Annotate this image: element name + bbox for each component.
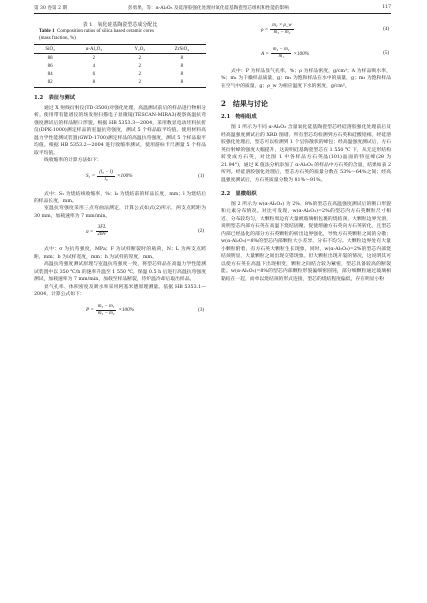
table1-caption-en — [39, 29, 206, 42]
paragraph: 式中：S₁ 为烧结线收缩率，%；l₀ 为烧结前的样品长度，mm；l 为烧结后的样品长度，mm。 — [34, 191, 206, 205]
section-heading-2: 2 结果与讨论 — [221, 99, 268, 109]
equation-body — [86, 304, 134, 317]
header-rule — [34, 13, 391, 14]
equation-number: (3) — [198, 307, 204, 313]
table-cell: 2 — [138, 63, 141, 69]
equation-fraction — [95, 225, 108, 238]
table-header-row — [34, 45, 206, 54]
journal-volume: 第 30 卷第 2 期 — [34, 6, 67, 11]
paragraph: 图 2 所示为 w(α-Al₂O₃) 为 2%、8%的型芯在高温强度测试后的断口形貌和元素分布情况。对比可发现，w(α-Al₂O₃)=2%的型芯内方石英颗粒尺寸相近、分布较均匀，大颗粒周边有大量被玻璃相包裹的烧结颈，大颗粒边界光滑，说明型芯内部方石英在高温下烧结固聚，促使熔融方石英向方石英转化，且型芯内部已经晶化的部分方石英颗粒的析出边界强化，导致方石英颗粒之间的分散；w(α-Al₂O₃)=8%的型芯内部颗粒大小差异、分布不均匀。大颗粒边界处有大量小颗粒附着，有方石英大颗粒生长现象，同时，w(α-Al₂O₃)=2%的型芯内部烧结颈明显，大量颗粒之间出现交错现象。但大颗粒出现开裂的情况，这说明其可以使方石英在高温下出现相变，颗粒之间结合较为紧密，型芯具备较高的断裂能。w(α-Al₂O₃)=8%的型芯内部颗粒形貌偏细密圆钝，部分细颗粒通过玻璃相黏结在一起，而单以烧结颈的形式连接，型芯的烧结程度偏低，存在明显小粉 — [221, 201, 391, 282]
left-column — [34, 18, 206, 325]
equation-tail: ×100% — [118, 307, 135, 314]
equation-number: (1) — [198, 173, 204, 179]
paragraph: 室温抗弯强度采用三点弯曲法测定，计算公式如式(2)所示，两支点跨距为 30 mm，加载速率为 7 mm/min。 — [34, 206, 206, 219]
table-header-cell: Y₂O₃ — [122, 45, 158, 54]
table1-caption-en-text: Composition ratios of silica based ceramic cores (mass fraction, %) — [39, 29, 154, 41]
fraction-denominator: m₃ − m₂ — [273, 30, 291, 35]
table-cell: 8 — [158, 79, 206, 88]
paragraph: 图 1 所示为不同 α-Al₂O₃ 含量氧化硅基陶瓷型芯经硅溶胶强化处理前后及经高温强度测试后的 XRD 图谱。所有型芯均检测到方石英和硅酸锆相。经硅溶胶强化处理后，型芯可以检测到 1 个呈弥散状的峰包；经高温强度测试后，方石英衍射峰的强度大幅提升，这说明硅基陶瓷型芯在 1 550 ℃ 下，从无定形结构转变成方石英，对比图 1 中各样品方石英晶(101)晶面的特征峰(2θ 为 21.94°)，通过 K 值法分析添加了 α-Al₂O₃ 的样品中方石英的含量，结果如表 2 所列。经硅溶胶强化处理后，型芯方石英的质量分数在 53%～64%之间；经高温强度测试后，方石英质量分数为 81%～91%。 — [221, 125, 391, 183]
table1-caption-cn: 表 1 氧化硅基陶瓷型芯成分配比 — [82, 22, 158, 28]
equation-4 — [221, 20, 391, 42]
equation-number: (5) — [383, 51, 389, 56]
fraction-numerator: 3FL — [97, 225, 107, 231]
section-heading-1-2: 1.2 表征与测试 — [34, 94, 75, 101]
table-row — [34, 71, 206, 79]
equation-lhs: S₁ = — [86, 173, 96, 180]
fraction-denominator: m₃ − m₂ — [97, 310, 115, 316]
equation-2 — [34, 222, 206, 244]
section-heading-2-2: 2.2 显微组织 — [221, 190, 257, 197]
fraction-numerator: (l₀ − l) — [99, 169, 113, 175]
equation-fraction — [97, 170, 115, 183]
table-cell: 2 — [92, 55, 96, 61]
table-cell: 6 — [92, 72, 96, 78]
fraction-denominator: l₀ — [104, 176, 108, 182]
table-header-cell: SiO₂ — [34, 45, 66, 54]
table-cell: 8 — [66, 79, 121, 88]
right-column — [221, 18, 391, 283]
equation-1 — [34, 167, 206, 189]
equation-3 — [34, 301, 206, 323]
fraction-numerator: m₃ − m₁ — [97, 303, 115, 309]
page-number: 117 — [382, 5, 391, 10]
equation-body — [86, 225, 108, 238]
equation-body — [86, 170, 133, 183]
table-row — [34, 62, 206, 70]
paragraph: 显气孔率、体积密度及吸水率采用阿基米德原理测量。依据 HB 5353.1—2004，计算公式如下： — [34, 284, 206, 298]
paragraph: 通过 X 射线衍射仪(TD-3500)对强化处理、高温测试前后的样品进行物相分析。使用带有能谱仪的场发射扫描电子显微镜(TESCAN-MIRA3)观察高温抗弯强度测试后的样品断口形貌。根据 HB 5353.3—2004，采用数显电动坯料抗折仪(DPK-1000)测定样品的室温抗弯强度，测试 5 个样品取平均值。使用材料高温力学性能测试装置(GWD-1700)测定样品的高温抗弯强度，测试 5 个样品取平均值。根据 HB 5353.2—2004 进行收缩率测试，使用游标卡尺测量 5 个样品取平均值。 — [34, 105, 206, 156]
table1-label: Table 1 — [39, 29, 55, 34]
fraction-numerator: m₃ − m₁ — [272, 47, 290, 52]
table-header-cell: α-Al₂O₃ — [66, 45, 121, 54]
equation-lhs: σ = — [86, 228, 94, 235]
table-row — [34, 79, 206, 88]
paragraph: 式中：P 为样品显气孔率，%；ρ 为样品密度，g/cm³；A 为样品吸水率，%；m₁ 为干燥样品质量，g；m₂ 为饱和样品在水中的质量，g；m₃ 为饱和样品在空气中的质量，g；ρ_w 为相应温度下水的密度，g/cm³。 — [221, 69, 391, 89]
section-heading-2-1: 2.1 物相组成 — [221, 114, 257, 121]
running-title: 彭勇果，等：α-Al₂O₃ 及硅溶胶强化处理对氧化硅基陶瓷型芯组织和性能的影响 — [128, 6, 289, 11]
table-row — [34, 54, 206, 63]
paragraph: 式中：σ 为抗弯强度，MPa；F 为试样断裂时的载荷，N；L 为两支点跨距，mm；b 为试样宽度，mm；h 为试样的厚度，mm。 — [34, 247, 206, 260]
equation-5 — [221, 44, 391, 66]
table-cell: 84 — [47, 72, 53, 78]
equation-number: (2) — [198, 229, 204, 235]
equation-body — [261, 23, 294, 36]
equation-lhs: ρ = — [261, 26, 269, 33]
paragraph: 线收缩率的计算方法如下： — [44, 158, 102, 164]
fraction-numerator: m₁ × ρ_w — [272, 23, 292, 28]
table-cell: 86 — [47, 63, 53, 69]
table-cell: 2 — [122, 79, 158, 88]
equation-lhs: P = — [86, 307, 94, 314]
table-cell: 8 — [180, 63, 184, 69]
table-cell: 4 — [92, 63, 96, 69]
equation-body — [261, 47, 309, 60]
table-cell: 82 — [34, 79, 66, 88]
table-cell: 8 — [180, 55, 184, 61]
table-cell: 2 — [138, 55, 141, 61]
table-header-cell: ZrSiO₄ — [158, 45, 206, 54]
fraction-denominator: m₁ — [278, 54, 284, 59]
equation-fraction — [271, 47, 292, 60]
equation-tail: ×100% — [293, 50, 310, 57]
equation-fraction — [96, 304, 117, 317]
fraction-denominator: 2bh² — [97, 232, 107, 238]
table-cell: 8 — [180, 72, 184, 78]
composition-table — [34, 44, 206, 88]
paragraph: 高温抗弯强度测试原理与室温抗弯强度一致，将型芯样品在高温力学性能测试装置中以 350 ℃/h 的速率升温至 1 550 ℃，保温 0.5 h 后进行高温抗弯强度测试，加载速率为 7 mm/min，加载至样品断裂，待炉温冷却后取出样品。 — [34, 262, 206, 283]
equation-lhs: A = — [261, 50, 269, 57]
equation-tail: ×100% — [116, 173, 133, 180]
equation-fraction — [270, 23, 293, 36]
table-cell: 88 — [47, 55, 53, 61]
equation-number: (4) — [383, 27, 389, 32]
table-cell: 2 — [138, 72, 141, 78]
